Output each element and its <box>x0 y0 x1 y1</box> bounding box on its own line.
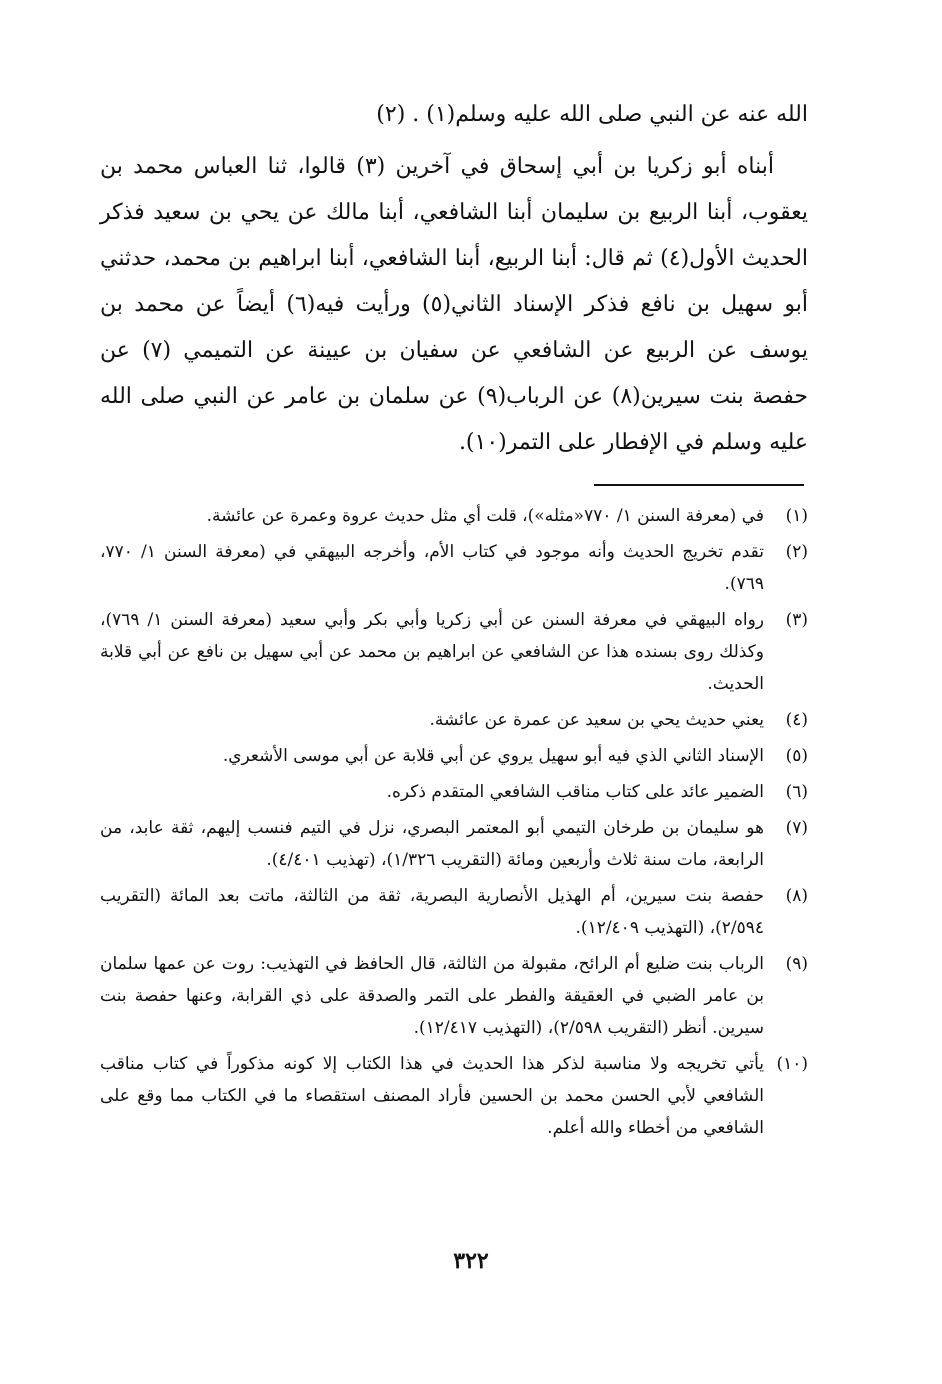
footnote-text: هو سليمان بن طرخان التيمي أبو المعتمر البصري، نزل في التيم فنسب إليهم، ثقة عابد، من الرابعة، مات سنة ثلاث وأربعين ومائة (التقريب ١/٣٢٦)، (تهذيب ٤/٤٠١). <box>100 818 764 870</box>
footnote-9 <box>100 948 808 1044</box>
footnote-text: يعني حديث يحي بن سعيد عن عمرة عن عائشة. <box>429 710 764 730</box>
footnotes <box>100 500 808 1148</box>
footnote-5 <box>100 740 808 772</box>
main-text-paragraph: أبناه أبو زكريا بن أبي إسحاق في آخرين (٣) قالوا، ثنا العباس محمد بن يعقوب، أبنا الربيع بن سليمان أبنا الشافعي، أبنا مالك عن يحي بن سعيد فذكر الحديث الأول(٤) ثم قال: أبنا الربيع، أبنا الشافعي، أبنا ابراهيم بن محمد، حدثني أبو سهيل بن نافع فذكر الإسناد الثاني(٥) ورأيت فيه(٦) أيضاً عن محمد بن يوسف عن الربيع عن الشافعي عن سفيان بن عيينة عن التميمي (٧) عن حفصة بنت سيرين(٨) عن الرباب(٩) عن سلمان بن عامر عن النبي صلى الله عليه وسلم في الإفطار على التمر(١٠). <box>100 154 809 455</box>
footnote-10 <box>100 1048 808 1144</box>
footnote-number: (٦) <box>785 782 808 802</box>
page-number: ٣٢٢ <box>453 1248 489 1274</box>
footnote-text: تقدم تخريج الحديث وأنه موجود في كتاب الأم، وأخرجه البيهقي في (معرفة السنن ١/ ٧٧٠، ٧٦٩). <box>100 542 764 594</box>
footnote-number: (٩) <box>785 954 808 974</box>
footnote-8 <box>100 880 808 944</box>
footnote-3 <box>100 604 808 700</box>
footnote-number: (١) <box>785 506 808 526</box>
footnote-text: حفصة بنت سيرين، أم الهذيل الأنصارية البصرية، ثقة من الثالثة، ماتت بعد المائة (التقريب ٢/٥٩٤)، (التهذيب ١٢/٤٠٩). <box>100 886 764 938</box>
footnote-4 <box>100 704 808 736</box>
footnote-text: الضمير عائد على كتاب مناقب الشافعي المتقدم ذكره. <box>386 782 764 802</box>
footnote-text: الرباب بنت ضليع أم الرائح، مقبولة من الثالثة، قال الحافظ في التهذيب: روت عن عمها سلمان بن عامر الضبي في العقيقة والفطر على التمر والصدقة على ذي القرابة، وعنها حفصة بنت سيرين. أنظر (التقريب ٢/٥٩٨)، (التهذيب ١٢/٤١٧). <box>100 954 764 1038</box>
footnote-number: (٣) <box>785 610 808 630</box>
footnote-number: (٥) <box>785 746 808 766</box>
footnote-number: (٧) <box>785 818 808 838</box>
footnote-number: (١٠) <box>776 1054 808 1074</box>
footnote-number: (٨) <box>785 886 808 906</box>
footnote-6 <box>100 776 808 808</box>
footnote-text: يأتي تخريجه ولا مناسبة لذكر هذا الحديث في هذا الكتاب إلا كونه مذكوراً في كتاب مناقب الشافعي لأبي الحسن محمد بن الحسين فأراد المصنف استقصاء ما في الكتاب مما وقع على الشافعي من أخطاء والله أعلم. <box>100 1054 764 1138</box>
footnote-1 <box>100 500 808 532</box>
main-text-line-top: الله عنه عن النبي صلى الله عليه وسلم(١) . (٢) <box>376 102 808 127</box>
footnote-number: (٤) <box>785 710 808 730</box>
footnote-divider <box>594 484 804 486</box>
footnote-text: في (معرفة السنن ١/ ٧٧٠«مثله»)، قلت أي مثل حديث عروة وعمرة عن عائشة. <box>206 506 764 526</box>
footnote-text: الإسناد الثاني الذي فيه أبو سهيل يروي عن أبي قلابة عن أبي موسى الأشعري. <box>222 746 764 766</box>
footnote-2 <box>100 536 808 600</box>
footnote-number: (٢) <box>785 542 808 562</box>
footnote-7 <box>100 812 808 876</box>
main-text <box>100 92 808 466</box>
footnote-text: رواه البيهقي في معرفة السنن عن أبي زكريا وأبي بكر وأبي سعيد (معرفة السنن ١/ ٧٦٩)، وكذلك روى بسنده هذا عن الشافعي عن ابراهيم بن محمد عن أبي سهيل بن نافع عن أبي قلابة الحديث. <box>100 610 764 694</box>
